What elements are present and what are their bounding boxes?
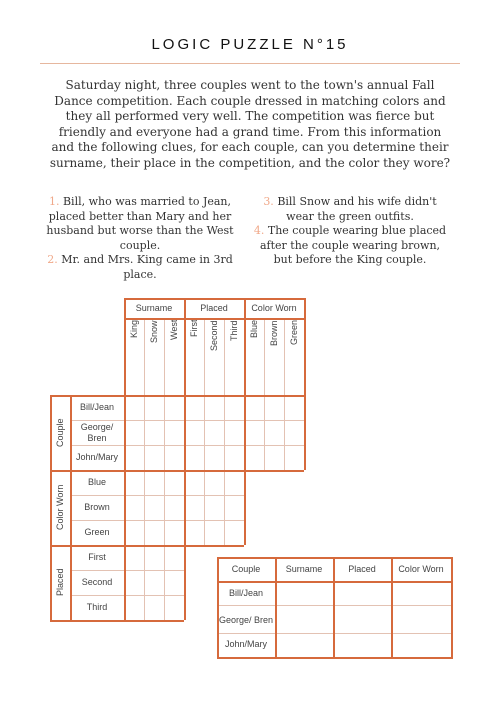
- grid-cell[interactable]: [144, 595, 164, 620]
- row-group-header-couple: Couple: [55, 418, 65, 447]
- title-divider: [40, 63, 460, 64]
- grid-line: [70, 595, 184, 596]
- grid-line: [70, 570, 184, 571]
- grid-cell[interactable]: [204, 445, 224, 470]
- col-group-header-surname: Surname: [135, 302, 173, 313]
- grid-cell[interactable]: [164, 420, 184, 445]
- answer-row-bill-jean: Bill/Jean: [228, 587, 264, 598]
- grid-cell[interactable]: [284, 445, 304, 470]
- row-header-john-mary: John/Mary: [75, 452, 119, 462]
- grid-cell[interactable]: [264, 395, 284, 420]
- grid-cell[interactable]: [333, 605, 391, 629]
- grid-line: [70, 420, 304, 421]
- grid-cell[interactable]: [244, 395, 264, 420]
- grid-cell[interactable]: [224, 470, 244, 495]
- grid-cell[interactable]: [284, 420, 304, 445]
- grid-line: [144, 395, 145, 470]
- row-header-third: Third: [86, 602, 108, 612]
- grid-cell[interactable]: [124, 595, 144, 620]
- grid-line: [284, 395, 285, 470]
- grid-cell[interactable]: [164, 545, 184, 570]
- col-header-green: Green: [289, 320, 299, 346]
- grid-line: [164, 395, 165, 470]
- grid-cell[interactable]: [184, 520, 204, 545]
- row-header-george-bren: George/ Bren: [80, 421, 114, 443]
- grid-line: [184, 298, 186, 620]
- grid-line: [124, 298, 126, 620]
- clue-2: 2. Mr. and Mrs. King came in 3rd place.: [47, 253, 233, 281]
- clues-right-column: [250, 195, 450, 268]
- grid-cell[interactable]: [124, 570, 144, 595]
- grid-line: [70, 445, 304, 446]
- grid-cell[interactable]: [184, 420, 204, 445]
- grid-cell[interactable]: [204, 470, 224, 495]
- grid-cell[interactable]: [275, 605, 333, 629]
- grid-cell[interactable]: [164, 520, 184, 545]
- grid-cell[interactable]: [184, 470, 204, 495]
- grid-cell[interactable]: [204, 395, 224, 420]
- grid-cell[interactable]: [244, 420, 264, 445]
- col-header-king: King: [129, 320, 139, 339]
- grid-cell[interactable]: [124, 420, 144, 445]
- grid-line: [264, 395, 265, 470]
- grid-line: [391, 557, 393, 659]
- grid-cell[interactable]: [144, 545, 164, 570]
- grid-cell[interactable]: [184, 445, 204, 470]
- grid-line: [204, 395, 205, 470]
- grid-cell[interactable]: [224, 520, 244, 545]
- grid-line: [164, 318, 165, 395]
- grid-cell[interactable]: [164, 495, 184, 520]
- clues-left-column: [40, 195, 240, 282]
- col-header-blue: Blue: [249, 320, 259, 339]
- grid-line: [144, 545, 145, 620]
- page-title: LOGIC PUZZLE N°15: [151, 36, 349, 53]
- grid-cell[interactable]: [144, 395, 164, 420]
- grid-cell[interactable]: [164, 470, 184, 495]
- grid-cell[interactable]: [144, 420, 164, 445]
- col-header-first: First: [189, 320, 199, 338]
- answer-header-color-worn: Color Worn: [398, 563, 444, 574]
- grid-cell[interactable]: [124, 395, 144, 420]
- grid-line: [217, 557, 219, 659]
- grid-cell[interactable]: [124, 495, 144, 520]
- grid-cell[interactable]: [184, 495, 204, 520]
- col-header-snow: Snow: [149, 320, 159, 343]
- grid-line: [70, 395, 72, 620]
- grid-cell[interactable]: [164, 595, 184, 620]
- grid-cell[interactable]: [144, 445, 164, 470]
- grid-line: [333, 557, 335, 659]
- clue-3: 3. Bill Snow and his wife didn't wear the green outfits.: [263, 195, 437, 223]
- col-header-third: Third: [229, 320, 239, 341]
- grid-line: [304, 298, 306, 470]
- grid-cell[interactable]: [124, 520, 144, 545]
- row-header-first: First: [88, 552, 106, 562]
- row-header-second: Second: [81, 577, 113, 587]
- grid-cell[interactable]: [391, 605, 451, 629]
- grid-cell[interactable]: [333, 581, 391, 605]
- grid-cell[interactable]: [204, 420, 224, 445]
- col-header-brown: Brown: [269, 320, 279, 346]
- grid-cell[interactable]: [144, 470, 164, 495]
- grid-line: [224, 318, 225, 395]
- grid-line: [204, 470, 205, 545]
- grid-line: [70, 520, 244, 521]
- grid-line: [70, 495, 244, 496]
- grid-line: [124, 298, 304, 300]
- grid-cell[interactable]: [224, 495, 244, 520]
- answer-header-couple: Couple: [231, 563, 261, 574]
- grid-line: [164, 545, 165, 620]
- grid-line: [50, 395, 52, 620]
- grid-cell[interactable]: [284, 395, 304, 420]
- row-header-blue: Blue: [87, 477, 106, 487]
- grid-line: [451, 557, 453, 659]
- grid-line: [50, 395, 304, 397]
- row-group-header-color-worn: Color Worn: [55, 484, 65, 531]
- grid-cell[interactable]: [224, 395, 244, 420]
- grid-cell[interactable]: [224, 445, 244, 470]
- grid-line: [244, 298, 246, 545]
- grid-cell[interactable]: [144, 495, 164, 520]
- grid-cell[interactable]: [224, 420, 244, 445]
- grid-cell[interactable]: [204, 495, 224, 520]
- grid-cell[interactable]: [124, 445, 144, 470]
- col-header-second: Second: [209, 320, 219, 351]
- row-header-bill-jean: Bill/Jean: [79, 402, 115, 412]
- grid-cell[interactable]: [124, 470, 144, 495]
- clue-1: 1. Bill, who was married to Jean, placed better than Mary and her husband but worse than the West couple.: [46, 195, 234, 252]
- grid-cell[interactable]: [264, 420, 284, 445]
- row-header-green: Green: [84, 527, 110, 537]
- grid-cell[interactable]: [264, 445, 284, 470]
- grid-line: [284, 318, 285, 395]
- grid-line: [144, 470, 145, 545]
- grid-cell[interactable]: [164, 445, 184, 470]
- grid-line: [264, 318, 265, 395]
- grid-cell[interactable]: [391, 581, 451, 605]
- grid-cell[interactable]: [124, 545, 144, 570]
- row-header-brown: Brown: [84, 502, 110, 512]
- clue-4: 4. The couple wearing blue placed after the couple wearing brown, but before the King couple.: [253, 224, 447, 266]
- grid-cell[interactable]: [244, 445, 264, 470]
- grid-line: [204, 318, 205, 395]
- answer-row-george-bren: George/ Bren: [218, 614, 274, 625]
- grid-cell[interactable]: [144, 520, 164, 545]
- grid-cell[interactable]: [164, 570, 184, 595]
- intro-paragraph: Saturday night, three couples went to the town's annual Fall Dance competition. Each couple dressed in matching colors and they all performed very well. The competition was fierce but friendly and everyone had a grand time. From this information and the following clues, for each couple, can you determine their surname, their place in the competition, and the color they wore?: [49, 78, 451, 170]
- grid-cell[interactable]: [164, 395, 184, 420]
- grid-line: [50, 470, 304, 472]
- answer-header-placed: Placed: [348, 563, 376, 574]
- col-group-header-placed: Placed: [200, 302, 228, 313]
- grid-line: [124, 318, 304, 320]
- col-header-west: West: [169, 320, 179, 341]
- grid-line: [275, 557, 277, 659]
- grid-line: [224, 395, 225, 470]
- grid-cell[interactable]: [144, 570, 164, 595]
- grid-line: [50, 620, 184, 622]
- grid-line: [50, 545, 244, 547]
- grid-line: [144, 318, 145, 395]
- grid-line: [164, 470, 165, 545]
- grid-cell[interactable]: [184, 395, 204, 420]
- answer-header-surname: Surname: [285, 563, 323, 574]
- col-group-header-color-worn: Color Worn: [251, 302, 297, 313]
- grid-cell[interactable]: [275, 581, 333, 605]
- row-group-header-placed: Placed: [55, 568, 65, 597]
- answer-row-john-mary: John/Mary: [224, 638, 268, 649]
- grid-line: [224, 470, 225, 545]
- grid-cell[interactable]: [204, 520, 224, 545]
